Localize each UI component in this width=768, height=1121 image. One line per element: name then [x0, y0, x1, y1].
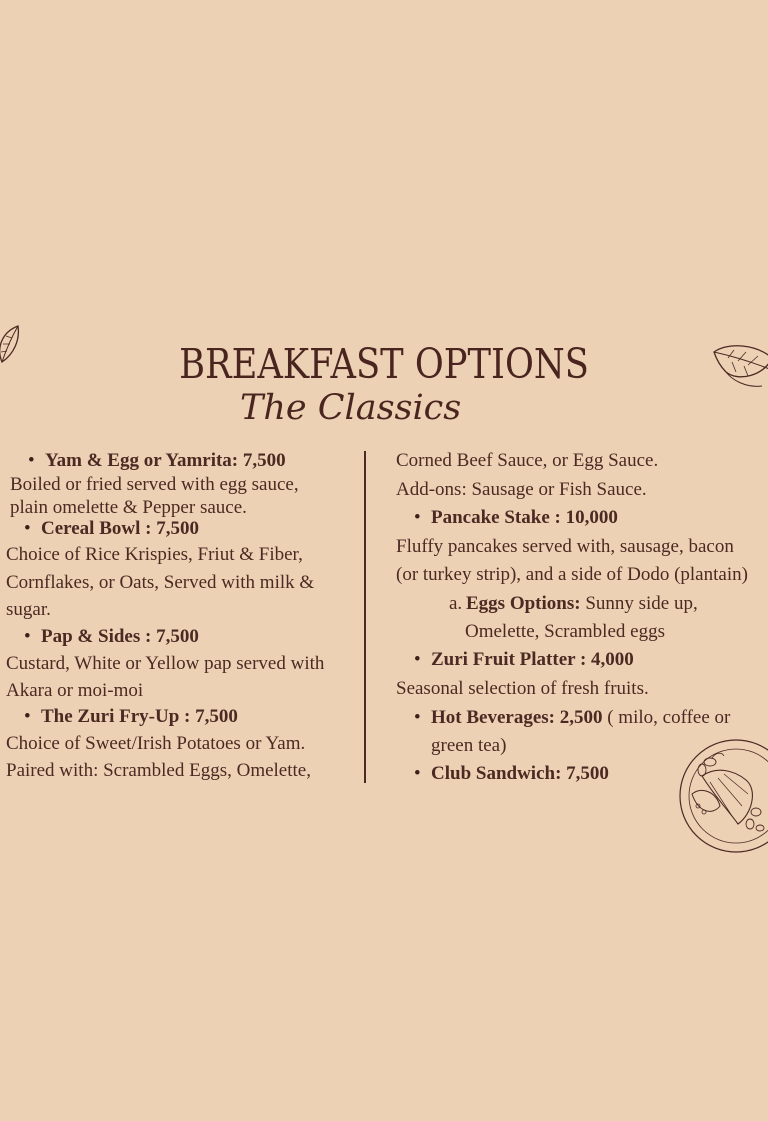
menu-item-desc: Corned Beef Sauce, or Egg Sauce.: [396, 450, 659, 471]
plate-illustration-icon: [672, 736, 768, 856]
menu-item-desc: ( milo, coffee or: [602, 707, 731, 728]
bullet-icon: •: [414, 707, 421, 728]
bullet-icon: •: [414, 763, 421, 784]
bullet-icon: •: [414, 507, 421, 528]
menu-item-fruit: Zuri Fruit Platter : 4,000: [431, 649, 634, 670]
bullet-icon: •: [28, 450, 35, 471]
menu-item-desc: Akara or moi-moi: [6, 680, 144, 701]
menu-item-fry-up: The Zuri Fry-Up : 7,500: [41, 706, 238, 727]
menu-item-desc: Choice of Sweet/Irish Potatoes or Yam.: [6, 733, 306, 754]
menu-item-yam-egg: Yam & Egg or Yamrita: 7,500: [45, 450, 286, 471]
menu-item-desc: Custard, White or Yellow pap served with: [6, 653, 325, 674]
egg-options-desc: Sunny side up,: [580, 593, 698, 614]
menu-item-pap: Pap & Sides : 7,500: [41, 626, 199, 647]
bullet-icon: •: [24, 706, 31, 727]
egg-options-line: [466, 593, 698, 615]
menu-item-desc: Omelette, Scrambled eggs: [465, 621, 665, 642]
menu-item-sandwich: Club Sandwich: 7,500: [431, 763, 609, 784]
menu-item-beverages: Hot Beverages: 2,500: [431, 707, 603, 728]
menu-item-desc: sugar.: [6, 599, 51, 620]
menu-item-desc: Choice of Rice Krispies, Friut & Fiber,: [6, 544, 303, 565]
menu-item-desc: Fluffy pancakes served with, sausage, bacon: [396, 536, 734, 557]
beverages-line: [431, 707, 730, 729]
leaf-left-decoration-icon: [0, 322, 24, 368]
menu-item-desc: Paired with: Scrambled Eggs, Omelette,: [6, 760, 311, 781]
menu-item-desc: green tea): [431, 735, 507, 756]
menu-item-desc: Cornflakes, or Oats, Served with milk &: [6, 572, 315, 593]
menu-item-desc: Boiled or fried served with egg sauce,: [10, 474, 299, 495]
page-title: BREAKFAST OPTIONS: [179, 340, 589, 388]
bullet-icon: •: [414, 649, 421, 670]
menu-item-desc: Add-ons: Sausage or Fish Sauce.: [396, 479, 647, 500]
menu-item-cereal: Cereal Bowl : 7,500: [41, 518, 199, 539]
bullet-icon: •: [24, 518, 31, 539]
egg-options-label: Eggs Options:: [466, 593, 581, 614]
bullet-icon: •: [24, 626, 31, 647]
menu-item-desc: plain omelette & Pepper sauce.: [10, 497, 247, 518]
leaf-right-decoration-icon: [712, 340, 768, 392]
menu-item-pancake: Pancake Stake : 10,000: [431, 507, 618, 528]
sub-item-marker: a.: [449, 593, 463, 614]
menu-item-desc: Seasonal selection of fresh fruits.: [396, 678, 649, 699]
page-subtitle: The Classics: [240, 388, 462, 428]
menu-item-desc: (or turkey strip), and a side of Dodo (plantain): [396, 564, 748, 585]
column-divider: [364, 451, 366, 783]
